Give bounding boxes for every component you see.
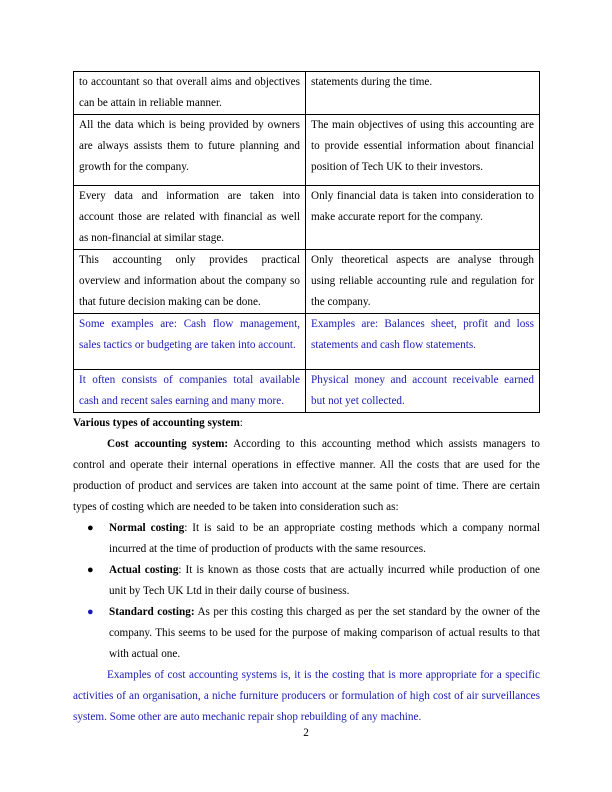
table-cell-right: The main objectives of using this accounting are to provide essential information about financial position of Tech UK to their investors.: [306, 115, 540, 186]
section-heading-text: Various types of accounting system: [73, 417, 240, 429]
list-item: [73, 518, 540, 560]
table-cell-left: Some examples are: Cash flow management, sales tactics or budgeting are taken into account.: [74, 314, 306, 370]
section-body: [73, 413, 540, 728]
table-row: [74, 115, 540, 186]
intro-paragraph: [73, 434, 540, 518]
list-item: [73, 560, 540, 602]
intro-text: According to this accounting method which assists managers to control and operate their internal operations in effective manner. All the costs that are used for the production of product and services are taken into account at the same point of time. There are certain types of costing which are needed to be taken into consideration such as:: [73, 438, 540, 513]
bullet-icon: ●: [87, 522, 94, 534]
table-cell-right: Examples are: Balances sheet, profit and loss statements and cash flow statements.: [306, 314, 540, 370]
table-row: [74, 314, 540, 370]
table-cell-right: Only financial data is taken into consideration to make accurate report for the company.: [306, 186, 540, 250]
example-paragraph: Examples of cost accounting systems is, it is the costing that is more appropriate for a specific activities of an organisation, a niche furniture producers or formulation of high cost of air surveillances system. Some other are auto mechanic repair shop rebuilding of any machine.: [73, 669, 540, 723]
document-page: [73, 71, 540, 728]
table-row: [74, 250, 540, 314]
table-cell-left: All the data which is being provided by owners are always assists them to future planning and growth for the company.: [74, 115, 306, 186]
table-cell-right: Physical money and account receivable earned but not yet collected.: [306, 370, 540, 413]
costing-list: [73, 518, 540, 665]
table-cell-left: Every data and information are taken into account those are related with financial as well as non-financial at similar stage.: [74, 186, 306, 250]
table-cell-left: It often consists of companies total available cash and recent sales earning and many more.: [74, 370, 306, 413]
table-row: [74, 186, 540, 250]
list-item: [73, 602, 540, 665]
bullet-icon: ●: [87, 606, 94, 618]
comparison-table: [73, 71, 540, 413]
section-heading-colon: :: [239, 417, 243, 429]
list-item-term: Normal costing: [109, 522, 185, 534]
list-item-term: Standard costing:: [109, 606, 195, 618]
page-number: 2: [303, 727, 309, 739]
list-item-text: As per this costing this charged as per the set standard by the owner of the company. This seems to be used for the purpose of making comparison of actual results to that with actual one.: [109, 606, 540, 660]
table-cell-left: to accountant so that overall aims and objectives can be attain in reliable manner.: [74, 72, 306, 115]
list-item-text: : It is said to be an appropriate costing methods which a company normal incurred at the time of production of products with the same resources.: [109, 522, 540, 555]
table-cell-right: statements during the time.: [306, 72, 540, 115]
list-item-term: Actual costing: [109, 564, 179, 576]
table-cell-right: Only theoretical aspects are analyse through using reliable accounting rule and regulation for the company.: [306, 250, 540, 314]
table-row: [74, 370, 540, 413]
table-row: [74, 72, 540, 115]
section-heading: [73, 413, 540, 434]
list-item-text: : It is known as those costs that are actually incurred while production of one unit by Tech UK Ltd in their daily course of business.: [109, 564, 541, 597]
table-cell-left: This accounting only provides practical overview and information about the company so that future decision making can be done.: [74, 250, 306, 314]
intro-term: Cost accounting system:: [107, 438, 229, 450]
bullet-icon: ●: [87, 564, 94, 576]
